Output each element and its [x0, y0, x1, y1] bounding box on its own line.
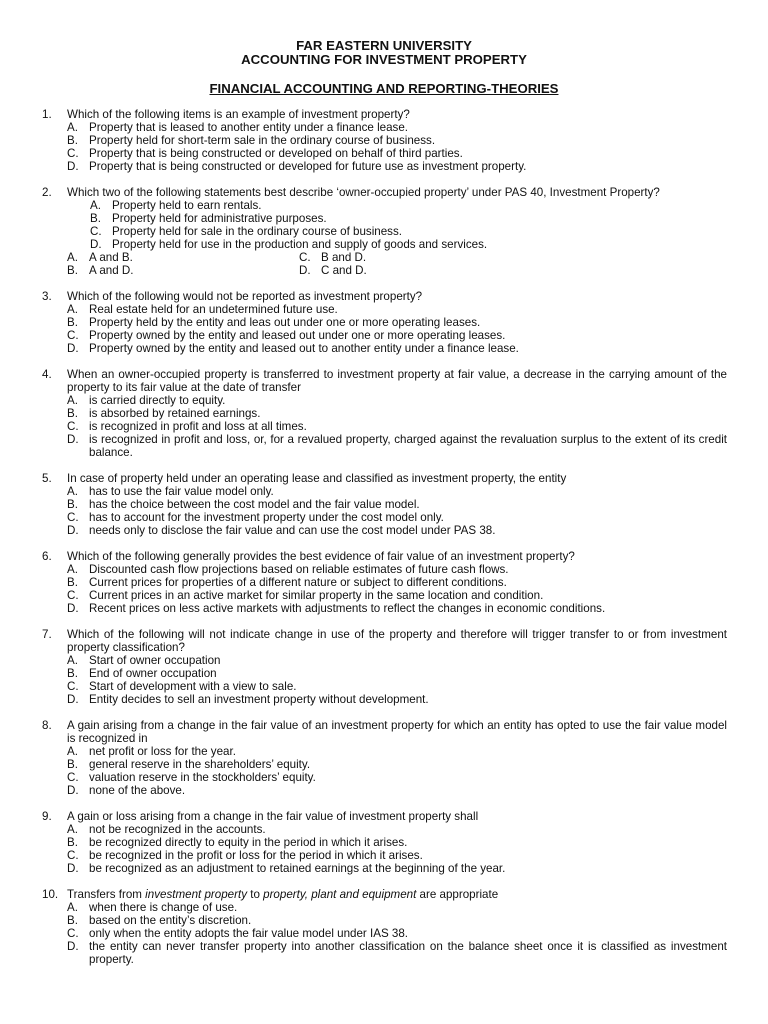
option-letter: C. — [67, 771, 79, 784]
option-item — [42, 147, 727, 160]
option-item — [42, 823, 727, 836]
question-row — [42, 290, 727, 303]
option-letter: B. — [67, 407, 78, 420]
option-letter: C. — [67, 511, 79, 524]
option-letter: C. — [67, 589, 79, 602]
option-item — [42, 498, 727, 511]
choice-option — [299, 264, 531, 277]
option-item — [42, 771, 727, 784]
question-number: 7. — [42, 628, 52, 641]
question-row — [42, 888, 727, 901]
option-item — [42, 693, 727, 706]
question-text: Which of the following items is an example of investment property? — [67, 108, 410, 121]
option-letter: B. — [67, 836, 78, 849]
option-letter: C. — [67, 147, 79, 160]
university-title: FAR EASTERN UNIVERSITY — [296, 38, 472, 53]
question-item — [42, 368, 727, 459]
option-text: has to account for the investment property under the cost model only. — [89, 511, 444, 524]
option-letter: D. — [67, 940, 79, 953]
option-item — [42, 433, 727, 459]
question-number: 9. — [42, 810, 52, 823]
question-item — [42, 719, 727, 797]
option-letter: D. — [67, 433, 79, 446]
question-text: A gain or loss arising from a change in the fair value of investment property shall — [67, 810, 479, 823]
option-item — [42, 862, 727, 875]
option-item — [42, 836, 727, 849]
question-text: Which of the following will not indicate change in use of the property and therefore will trigger transfer to or from investment property classification? — [67, 628, 727, 654]
statement-letter: C. — [90, 225, 102, 238]
option-item — [42, 901, 727, 914]
option-item — [42, 316, 727, 329]
statement-text: Property held to earn rentals. — [112, 199, 262, 212]
option-item — [42, 342, 727, 355]
question-row — [42, 719, 727, 745]
option-item — [42, 758, 727, 771]
option-text: Discounted cash flow projections based on reliable estimates of future cash flows. — [89, 563, 509, 576]
option-text: is carried directly to equity. — [89, 394, 226, 407]
option-letter: A. — [67, 823, 78, 836]
statement-item — [42, 238, 727, 251]
option-text: is recognized in profit and loss, or, for a revalued property, charged against the revaluation surplus to the extent of its credit balance. — [89, 433, 727, 459]
option-text: Start of development with a view to sale. — [89, 680, 297, 693]
option-letter: C. — [67, 849, 79, 862]
option-letter: A. — [67, 121, 78, 134]
option-item — [42, 576, 727, 589]
question-item — [42, 186, 727, 277]
option-letter: D. — [67, 160, 79, 173]
statement-letter: A. — [90, 199, 101, 212]
option-item — [42, 134, 727, 147]
question-text-part: investment property — [145, 888, 247, 901]
question-text-part: Transfers from — [67, 888, 146, 901]
option-text: Property that is being constructed or developed on behalf of third parties. — [89, 147, 463, 160]
option-letter: B. — [67, 667, 78, 680]
option-text: general reserve in the shareholders’ equity. — [89, 758, 311, 771]
option-letter: A. — [67, 251, 78, 264]
question-number: 3. — [42, 290, 52, 303]
option-text: not be recognized in the accounts. — [89, 823, 266, 836]
option-item — [42, 680, 727, 693]
statement-text: Property held for sale in the ordinary course of business. — [112, 225, 402, 238]
option-letter: B. — [67, 316, 78, 329]
option-text: based on the entity’s discretion. — [89, 914, 252, 927]
option-letter: D. — [67, 602, 79, 615]
question-row — [42, 186, 727, 199]
option-text: net profit or loss for the year. — [89, 745, 236, 758]
question-text: Which of the following would not be reported as investment property? — [67, 290, 423, 303]
option-item — [42, 745, 727, 758]
question-row — [42, 108, 727, 121]
question-text: A gain arising from a change in the fair value of an investment property for which an entity has opted to use the fair value model is recognized in — [67, 719, 727, 745]
option-letter: B. — [67, 914, 78, 927]
option-item — [42, 849, 727, 862]
choice-row — [42, 264, 727, 277]
option-text: C and D. — [321, 264, 367, 277]
option-text: B and D. — [321, 251, 367, 264]
question-item — [42, 550, 727, 615]
option-letter: A. — [67, 745, 78, 758]
question-row — [42, 550, 727, 563]
option-item — [42, 394, 727, 407]
option-item — [42, 121, 727, 134]
option-text: A and D. — [89, 264, 134, 277]
option-letter: D. — [67, 862, 79, 875]
question-row — [42, 368, 727, 394]
question-list — [42, 108, 727, 979]
option-item — [42, 485, 727, 498]
option-text: needs only to disclose the fair value and can use the cost model under PAS 38. — [89, 524, 496, 537]
option-text: is absorbed by retained earnings. — [89, 407, 261, 420]
question-item — [42, 472, 727, 537]
option-letter: D. — [67, 784, 79, 797]
choice-option — [67, 264, 299, 277]
option-letter: A. — [67, 485, 78, 498]
option-letter: D. — [299, 264, 311, 277]
option-letter: C. — [67, 927, 79, 940]
option-item — [42, 927, 727, 940]
question-item — [42, 810, 727, 875]
question-text-part: to — [247, 888, 264, 901]
option-text: none of the above. — [89, 784, 186, 797]
option-text: be recognized directly to equity in the period in which it arises. — [89, 836, 408, 849]
question-text: When an owner-occupied property is transferred to investment property at fair value, a decrease in the carrying amount of the property to its fair value at the date of transfer — [67, 368, 727, 394]
question-item — [42, 888, 727, 966]
option-text: A and B. — [89, 251, 133, 264]
option-letter: D. — [67, 524, 79, 537]
choice-row — [42, 251, 727, 264]
option-letter: B. — [67, 134, 78, 147]
option-item — [42, 511, 727, 524]
option-text: Current prices for properties of a different nature or subject to different conditions. — [89, 576, 507, 589]
option-item — [42, 303, 727, 316]
option-item — [42, 784, 727, 797]
option-text: Current prices in an active market for similar property in the same location and condition. — [89, 589, 544, 602]
choice-option — [67, 251, 299, 264]
option-letter: D. — [67, 693, 79, 706]
option-text: Recent prices on less active markets with adjustments to reflect the changes in economic conditions. — [89, 602, 606, 615]
option-item — [42, 420, 727, 433]
option-letter: A. — [67, 654, 78, 667]
option-item — [42, 654, 727, 667]
option-text: Property that is leased to another entity under a finance lease. — [89, 121, 409, 134]
question-text: In case of property held under an operating lease and classified as investment property, the entity — [67, 472, 567, 485]
question-text: Which of the following generally provides the best evidence of fair value of an investment property? — [67, 550, 575, 563]
option-item — [42, 940, 727, 966]
option-text: the entity can never transfer property into another classification on the balance sheet once it is classified as investment property. — [89, 940, 727, 966]
statement-letter: D. — [90, 238, 102, 251]
option-text: is recognized in profit and loss at all times. — [89, 420, 307, 433]
option-item — [42, 407, 727, 420]
question-text-part: property, plant and equipment — [263, 888, 417, 901]
option-letter: A. — [67, 394, 78, 407]
question-number: 1. — [42, 108, 52, 121]
question-item — [42, 628, 727, 706]
option-text: Start of owner occupation — [89, 654, 221, 667]
option-text: Real estate held for an undetermined future use. — [89, 303, 338, 316]
option-letter: C. — [67, 329, 79, 342]
statement-letter: B. — [90, 212, 101, 225]
question-row — [42, 810, 727, 823]
option-item — [42, 589, 727, 602]
statement-item — [42, 212, 727, 225]
option-item — [42, 524, 727, 537]
option-letter: A. — [67, 563, 78, 576]
option-letter: B. — [67, 498, 78, 511]
option-letter: A. — [67, 303, 78, 316]
option-text: End of owner occupation — [89, 667, 217, 680]
option-text: Property that is being constructed or developed for future use as investment property. — [89, 160, 527, 173]
question-number: 5. — [42, 472, 52, 485]
option-text: has to use the fair value model only. — [89, 485, 274, 498]
option-letter: D. — [67, 342, 79, 355]
option-item — [42, 914, 727, 927]
option-text: only when the entity adopts the fair value model under IAS 38. — [89, 927, 409, 940]
option-text: Property owned by the entity and leased out to another entity under a finance lease. — [89, 342, 519, 355]
question-row — [42, 628, 727, 654]
option-item — [42, 602, 727, 615]
option-letter: C. — [299, 251, 311, 264]
option-text: valuation reserve in the stockholders’ equity. — [89, 771, 316, 784]
option-letter: C. — [67, 680, 79, 693]
option-text: Property held for short-term sale in the ordinary course of business. — [89, 134, 436, 147]
question-text: Which two of the following statements best describe ‘owner-occupied property’ under PAS 40, Investment Property? — [67, 186, 660, 199]
statement-text: Property held for use in the production and supply of goods and services. — [112, 238, 488, 251]
option-letter: B. — [67, 758, 78, 771]
statement-text: Property held for administrative purposes. — [112, 212, 327, 225]
statement-item — [42, 199, 727, 212]
question-number: 2. — [42, 186, 52, 199]
option-item — [42, 563, 727, 576]
option-letter: B. — [67, 264, 78, 277]
question-row — [42, 472, 727, 485]
option-text: Property owned by the entity and leased out under one or more operating leases. — [89, 329, 506, 342]
question-text-part: are appropriate — [416, 888, 499, 901]
option-text: be recognized as an adjustment to retained earnings at the beginning of the year. — [89, 862, 506, 875]
option-text: when there is change of use. — [89, 901, 238, 914]
course-title: ACCOUNTING FOR INVESTMENT PROPERTY — [241, 52, 527, 67]
question-item — [42, 290, 727, 355]
option-item — [42, 160, 727, 173]
option-item — [42, 329, 727, 342]
option-text: Property held by the entity and leas out under one or more operating leases. — [89, 316, 481, 329]
option-text: Entity decides to sell an investment property without development. — [89, 693, 429, 706]
statement-item — [42, 225, 727, 238]
question-item — [42, 108, 727, 173]
question-number: 10. — [42, 888, 59, 901]
option-letter: A. — [67, 901, 78, 914]
option-letter: B. — [67, 576, 78, 589]
option-text: has the choice between the cost model and the fair value model. — [89, 498, 420, 511]
question-text — [67, 888, 727, 901]
option-item — [42, 667, 727, 680]
choice-option — [299, 251, 531, 264]
question-number: 8. — [42, 719, 52, 732]
question-number: 4. — [42, 368, 52, 381]
question-number: 6. — [42, 550, 52, 563]
option-letter: C. — [67, 420, 79, 433]
option-text: be recognized in the profit or loss for the period in which it arises. — [89, 849, 423, 862]
subject-title: FINANCIAL ACCOUNTING AND REPORTING-THEORIES — [209, 81, 559, 96]
